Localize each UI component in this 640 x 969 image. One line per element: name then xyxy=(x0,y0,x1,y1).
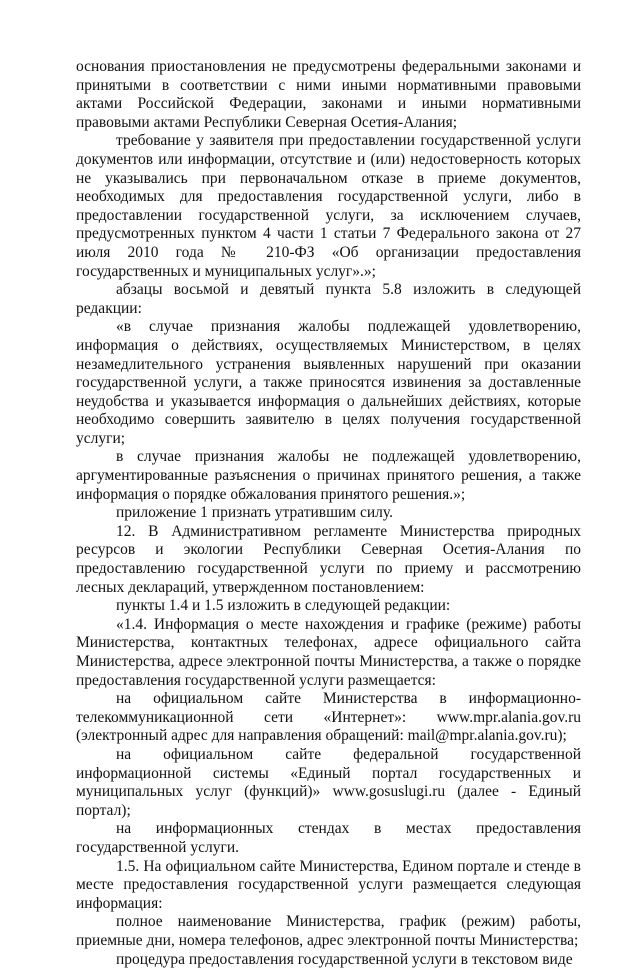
paragraph-7: 12. В Административном регламенте Министерства природных ресурсов и экологии Республики Северная Осетия-Алания по предоставлению государственной услуги по приему и рассмотрению лесных деклараций, утвержденном постановлением: xyxy=(76,523,581,597)
document-body xyxy=(76,58,581,969)
paragraph-11: на официальном сайте федеральной государственной информационной системы «Единый портал государственных и муниципальных услуг (функций)» www.gosuslugi.ru (далее - Единый портал); xyxy=(76,746,581,820)
paragraph-3: абзацы восьмой и девятый пункта 5.8 изложить в следующей редакции: xyxy=(76,281,581,318)
paragraph-1: основания приостановления не предусмотрены федеральными законами и принятыми в соответствии с ними иными нормативными правовыми актами Российской Федерации, законами и иными нормативными правовыми актами Республики Северная Осетия-Алания; xyxy=(76,58,581,132)
paragraph-12: на информационных стендах в местах предоставления государственной услуги. xyxy=(76,820,581,857)
paragraph-14: полное наименование Министерства, график (режим) работы, приемные дни, номера телефонов, адрес электронной почты Министерства; xyxy=(76,913,581,950)
paragraph-6: приложение 1 признать утратившим силу. xyxy=(76,504,581,523)
paragraph-8: пункты 1.4 и 1.5 изложить в следующей редакции: xyxy=(76,597,581,616)
paragraph-5: в случае признания жалобы не подлежащей удовлетворению, аргументированные разъяснения о причинах принятого решения, а также информация о порядке обжалования принятого решения.»; xyxy=(76,448,581,504)
paragraph-4: «в случае признания жалобы подлежащей удовлетворению, информация о действиях, осуществляемых Министерством, в целях незамедлительного устранения выявленных нарушений при оказании государственной услуги, а также приносятся извинения за доставленные неудобства и указывается информация о дальнейших действиях, которые необходимо совершить заявителю в целях получения государственной услуги; xyxy=(76,318,581,448)
paragraph-9: «1.4. Информация о месте нахождения и графике (режиме) работы Министерства, контактных телефонах, адресе официального сайта Министерства, адресе электронной почты Министерства, а также о порядке предоставления государственной услуги размещается: xyxy=(76,616,581,690)
paragraph-10: на официальном сайте Министерства в информационно-телекоммуникационной сети «Интернет»: www.mpr.alania.gov.ru (электронный адрес для направления обращений: mail@mpr.alania.gov.ru); xyxy=(76,690,581,746)
paragraph-15: процедура предоставления государственной услуги в текстовом виде xyxy=(76,951,581,969)
paragraph-13: 1.5. На официальном сайте Министерства, Едином портале и стенде в месте предоставления государственной услуги размещается следующая информация: xyxy=(76,858,581,914)
paragraph-2: требование у заявителя при предоставлении государственной услуги документов или информации, отсутствие и (или) недостоверность которых не указывались при первоначальном отказе в приеме документов, необходимых для предоставления государственной услуги, либо в предоставлении государственной услуги, за исключением случаев, предусмотренных пунктом 4 части 1 статьи 7 Федерального закона от 27 июля 2010 года № 210-ФЗ «Об организации предоставления государственных и муниципальных услуг».»; xyxy=(76,132,581,281)
